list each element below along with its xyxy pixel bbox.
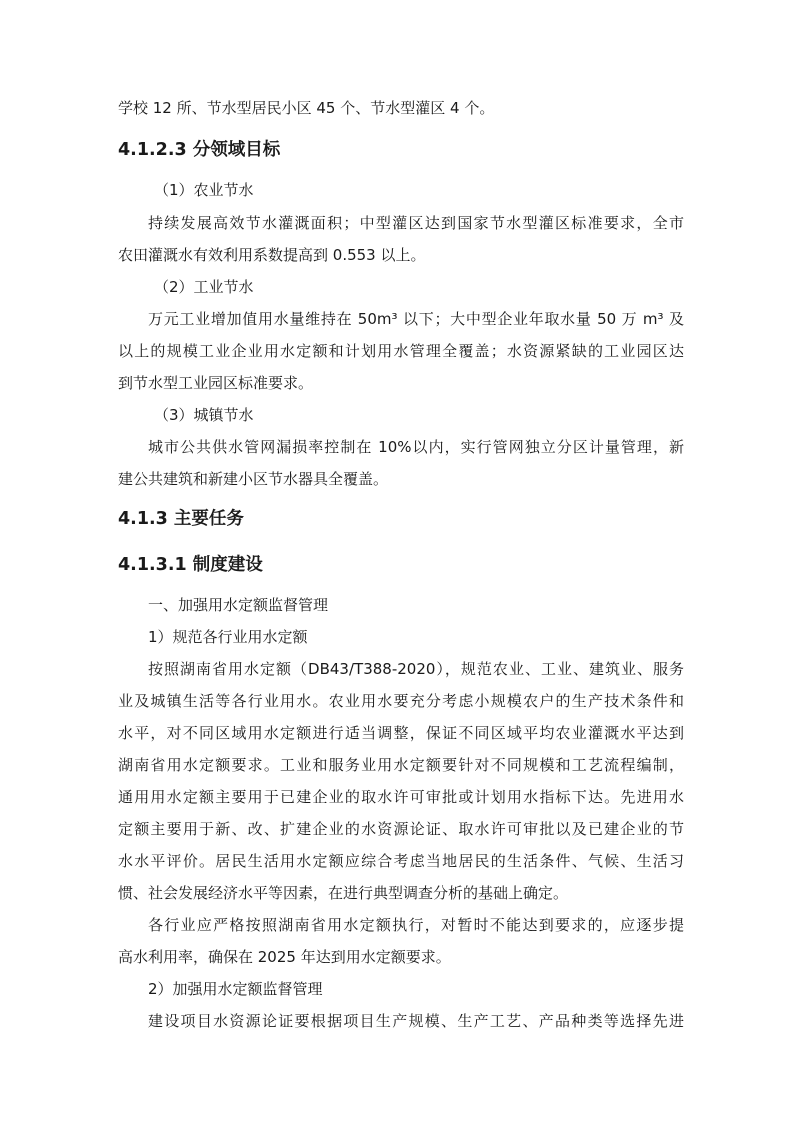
body-text-line: 城市公共供水管网漏损率控制在 10%以内，实行管网独立分区计量管理，新	[148, 438, 684, 456]
body-text-line: 水水平评价。居民生活用水定额应综合考虑当地居民的生活条件、气候、生活习	[118, 852, 684, 870]
body-text-line: 农田灌溉水有效利用系数提高到 0.553 以上。	[118, 246, 426, 264]
body-text-line: 各行业应严格按照湖南省用水定额执行，对暂时不能达到要求的，应逐步提	[148, 916, 684, 934]
body-text-line: 业及城镇生活等各行业用水。农业用水要充分考虑小规模农户的生产技术条件和	[118, 692, 684, 710]
body-text-line: 水平，对不同区域用水定额进行适当调整，保证不同区域平均农业灌溉水平达到	[118, 724, 684, 742]
body-text-line: 惯、社会发展经济水平等因素，在进行典型调查分析的基础上确定。	[118, 884, 569, 902]
body-text-line: 学校 12 所、节水型居民小区 45 个、节水型灌区 4 个。	[118, 99, 495, 117]
subsection-label: （2）工业节水	[154, 278, 254, 296]
subsection-label: 一、加强用水定额监督管理	[148, 596, 329, 614]
body-text-line: 以上的规模工业企业用水定额和计划用水管理全覆盖；水资源紧缺的工业园区达	[118, 342, 684, 360]
body-text-line: 湖南省用水定额要求。工业和服务业用水定额要针对不同规模和工艺流程编制，	[118, 756, 684, 774]
subsection-label: 2）加强用水定额监督管理	[148, 980, 323, 998]
body-text-line: 定额主要用于新、改、扩建企业的水资源论证、取水许可审批以及已建企业的节	[118, 820, 684, 838]
section-heading: 4.1.3 主要任务	[118, 509, 244, 529]
body-text-line: 到节水型工业园区标准要求。	[118, 374, 314, 392]
body-text-line: 万元工业增加值用水量维持在 50m³ 以下；大中型企业年取水量 50 万 m³ 及	[148, 310, 684, 328]
body-text-line: 建设项目水资源论证要根据项目生产规模、生产工艺、产品种类等选择先进	[148, 1012, 684, 1030]
section-heading: 4.1.2.3 分领域目标	[118, 140, 281, 160]
body-text-line: 通用用水定额主要用于已建企业的取水许可审批或计划用水指标下达。先进用水	[118, 788, 684, 806]
section-heading: 4.1.3.1 制度建设	[118, 555, 263, 575]
body-text-line: 高水利用率，确保在 2025 年达到用水定额要求。	[118, 948, 451, 966]
subsection-label: （3）城镇节水	[154, 406, 254, 424]
body-text-line: 建公共建筑和新建小区节水器具全覆盖。	[118, 470, 389, 488]
body-text-line: 持续发展高效节水灌溉面积；中型灌区达到国家节水型灌区标准要求，全市	[148, 214, 684, 232]
body-text-line: 按照湖南省用水定额（DB43/T388-2020），规范农业、工业、建筑业、服务	[148, 660, 684, 678]
subsection-label: （1）农业节水	[154, 181, 254, 199]
subsection-label: 1）规范各行业用水定额	[148, 628, 308, 646]
